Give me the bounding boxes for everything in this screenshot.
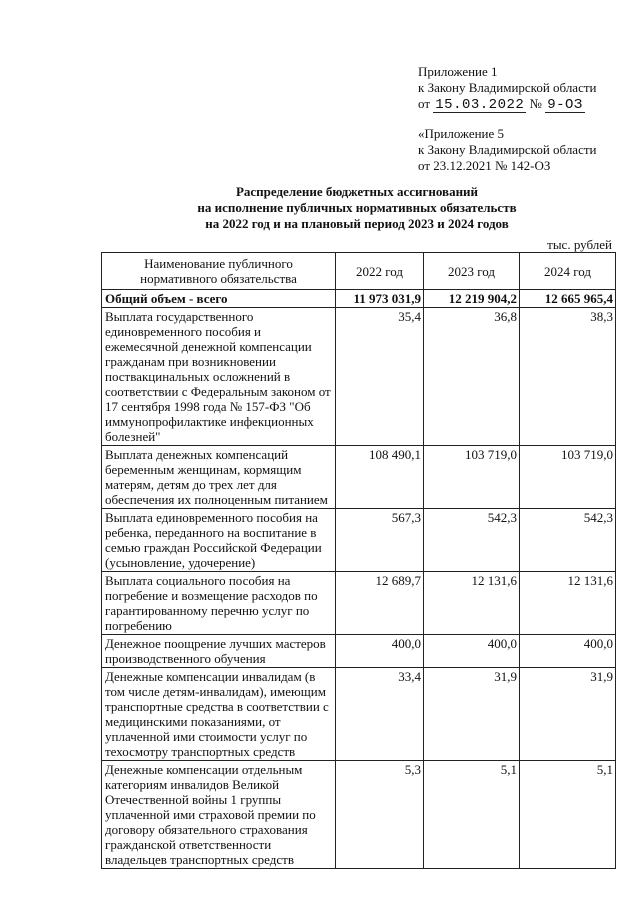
row-2024: 38,3 <box>520 308 616 446</box>
table-row <box>102 668 616 761</box>
row-2022: 108 490,1 <box>336 446 424 509</box>
row-2023: 36,8 <box>424 308 520 446</box>
annex-1-header <box>418 64 596 113</box>
row-2024: 5,1 <box>520 761 616 869</box>
annex-1-title: Приложение 1 <box>418 64 498 79</box>
row-2024: 542,3 <box>520 509 616 572</box>
table-row <box>102 509 616 572</box>
row-2023: 103 719,0 <box>424 446 520 509</box>
row-2023: 5,1 <box>424 761 520 869</box>
row-2024: 400,0 <box>520 635 616 668</box>
row-2022: 35,4 <box>336 308 424 446</box>
total-row <box>102 290 616 308</box>
row-name: Денежное поощрение лучших мастеров производственного обучения <box>102 635 336 668</box>
row-name: Выплата социального пособия на погребение и возмещение расходов по гарантированному перечню услуг по погребению <box>102 572 336 635</box>
annex-1-date: 15.03.2022 <box>435 97 525 113</box>
annex-1-law: к Закону Владимирской области <box>418 80 597 95</box>
row-2022: 567,3 <box>336 509 424 572</box>
row-2022: 400,0 <box>336 635 424 668</box>
units-label: тыс. рублей <box>547 237 612 252</box>
row-2024: 31,9 <box>520 668 616 761</box>
document-title <box>100 184 614 232</box>
row-name: Выплата государственного единовременного пособия и ежемесячной денежной компенсации гражданам при возникновении поствакцинальных осложнений в соответствии с Федеральным законом от 17 сентября 1998 года № 157-ФЗ "Об иммунопрофилактике инфекционных болезней" <box>102 308 336 446</box>
title-line-3: на 2022 год и на плановый период 2023 и 2024 годов <box>205 216 509 231</box>
row-2022: 12 689,7 <box>336 572 424 635</box>
total-2023: 12 219 904,2 <box>424 290 520 308</box>
row-2023: 542,3 <box>424 509 520 572</box>
row-2023: 12 131,6 <box>424 572 520 635</box>
header-2024: 2024 год <box>520 253 616 290</box>
header-2022: 2022 год <box>336 253 424 290</box>
annex-5-date-line: от 23.12.2021 № 142-ОЗ <box>418 158 551 173</box>
total-2024: 12 665 965,4 <box>520 290 616 308</box>
row-name: Денежные компенсации отдельным категориям инвалидов Великой Отечественной войны 1 группы уплаченной ими страховой премии по договору обязательного страхования гражданской ответственности владельцев транспортных средств <box>102 761 336 869</box>
annex-5-title: «Приложение 5 <box>418 126 505 141</box>
table-row <box>102 761 616 869</box>
header-name: Наименование публичного нормативного обязательства <box>102 253 336 290</box>
annex-5-law: к Закону Владимирской области <box>418 142 597 157</box>
annex-5-header <box>418 126 596 174</box>
row-name: Денежные компенсации инвалидам (в том числе детям-инвалидам), имеющим транспортные средства в соответствии с медицинскими показаниями, от уплаченной ими стоимости услуг по техосмотру транспортных средств <box>102 668 336 761</box>
table-row <box>102 635 616 668</box>
title-line-2: на исполнение публичных нормативных обязательств <box>197 200 517 215</box>
row-2023: 31,9 <box>424 668 520 761</box>
table-row <box>102 446 616 509</box>
header-2023: 2023 год <box>424 253 520 290</box>
row-2024: 103 719,0 <box>520 446 616 509</box>
title-line-1: Распределение бюджетных ассигнований <box>235 184 479 199</box>
annex-1-date-line <box>418 96 596 113</box>
table-row <box>102 572 616 635</box>
annex-1-number: 9-ОЗ <box>547 97 583 113</box>
total-name: Общий объем - всего <box>102 290 336 308</box>
row-2023: 400,0 <box>424 635 520 668</box>
annex-1-number-label: № <box>529 96 542 111</box>
allocation-table <box>101 252 616 869</box>
annex-1-from-label: от <box>418 96 431 111</box>
table-header-row <box>102 253 616 290</box>
row-name: Выплата единовременного пособия на ребенка, переданного на воспитание в семью граждан Российской Федерации (усыновление, удочерение) <box>102 509 336 572</box>
row-name: Выплата денежных компенсаций беременным женщинам, кормящим матерям, детям до трех лет для обеспечения их полноценным питанием <box>102 446 336 509</box>
total-2022: 11 973 031,9 <box>336 290 424 308</box>
row-2024: 12 131,6 <box>520 572 616 635</box>
table-row <box>102 308 616 446</box>
row-2022: 33,4 <box>336 668 424 761</box>
row-2022: 5,3 <box>336 761 424 869</box>
